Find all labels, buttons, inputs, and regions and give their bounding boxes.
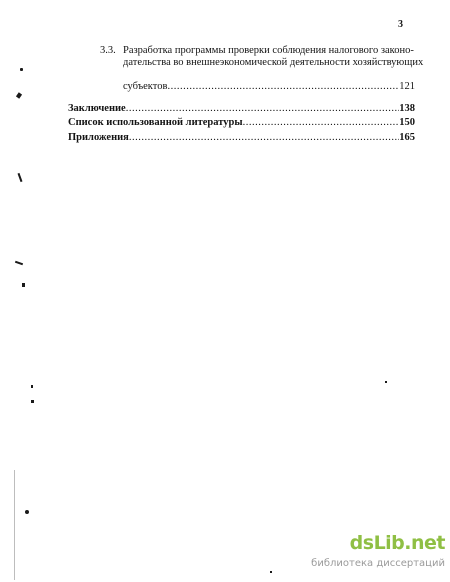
scan-speck [25,510,29,514]
scan-speck [31,400,34,403]
toc-subsection-last-line [123,81,415,92]
dot-leader [129,132,399,143]
site-watermark [311,532,445,578]
dot-leader [243,117,400,128]
toc-subsection-title-line-2: дательства во внешнеэкономической деятельности хозяйствующих [123,57,424,68]
toc-entry-title: Заключение [68,103,126,114]
toc-entry-bibliography [68,117,415,128]
toc-entry-conclusion [68,103,415,114]
scan-speck [14,470,15,580]
toc-entry-page: 165 [399,132,415,143]
scan-speck [385,381,387,383]
watermark-caption: библиотека диссертаций [311,558,445,569]
toc-entry-appendices [68,132,415,143]
scan-speck [22,283,25,287]
toc-entry-title: Приложения [68,132,129,143]
toc-subsection-title-line-3: субъектов [123,81,168,92]
toc-entry-page: 150 [399,117,415,128]
dot-leader [126,103,400,114]
toc-entry-title: Список использованной литературы [68,117,243,128]
scan-speck [20,68,23,71]
watermark-logo: dsLib.net [349,532,445,554]
page-number: 3 [398,19,403,30]
toc-subsection-title-line-1: Разработка программы проверки соблюдения налогового законо- [123,45,414,56]
toc-subsection-page: 121 [399,81,415,92]
toc-entry-page: 138 [399,103,415,114]
dot-leader [167,81,399,92]
scan-speck [31,385,33,388]
scan-speck [270,571,272,573]
toc-subsection-number: 3.3. [100,45,116,56]
